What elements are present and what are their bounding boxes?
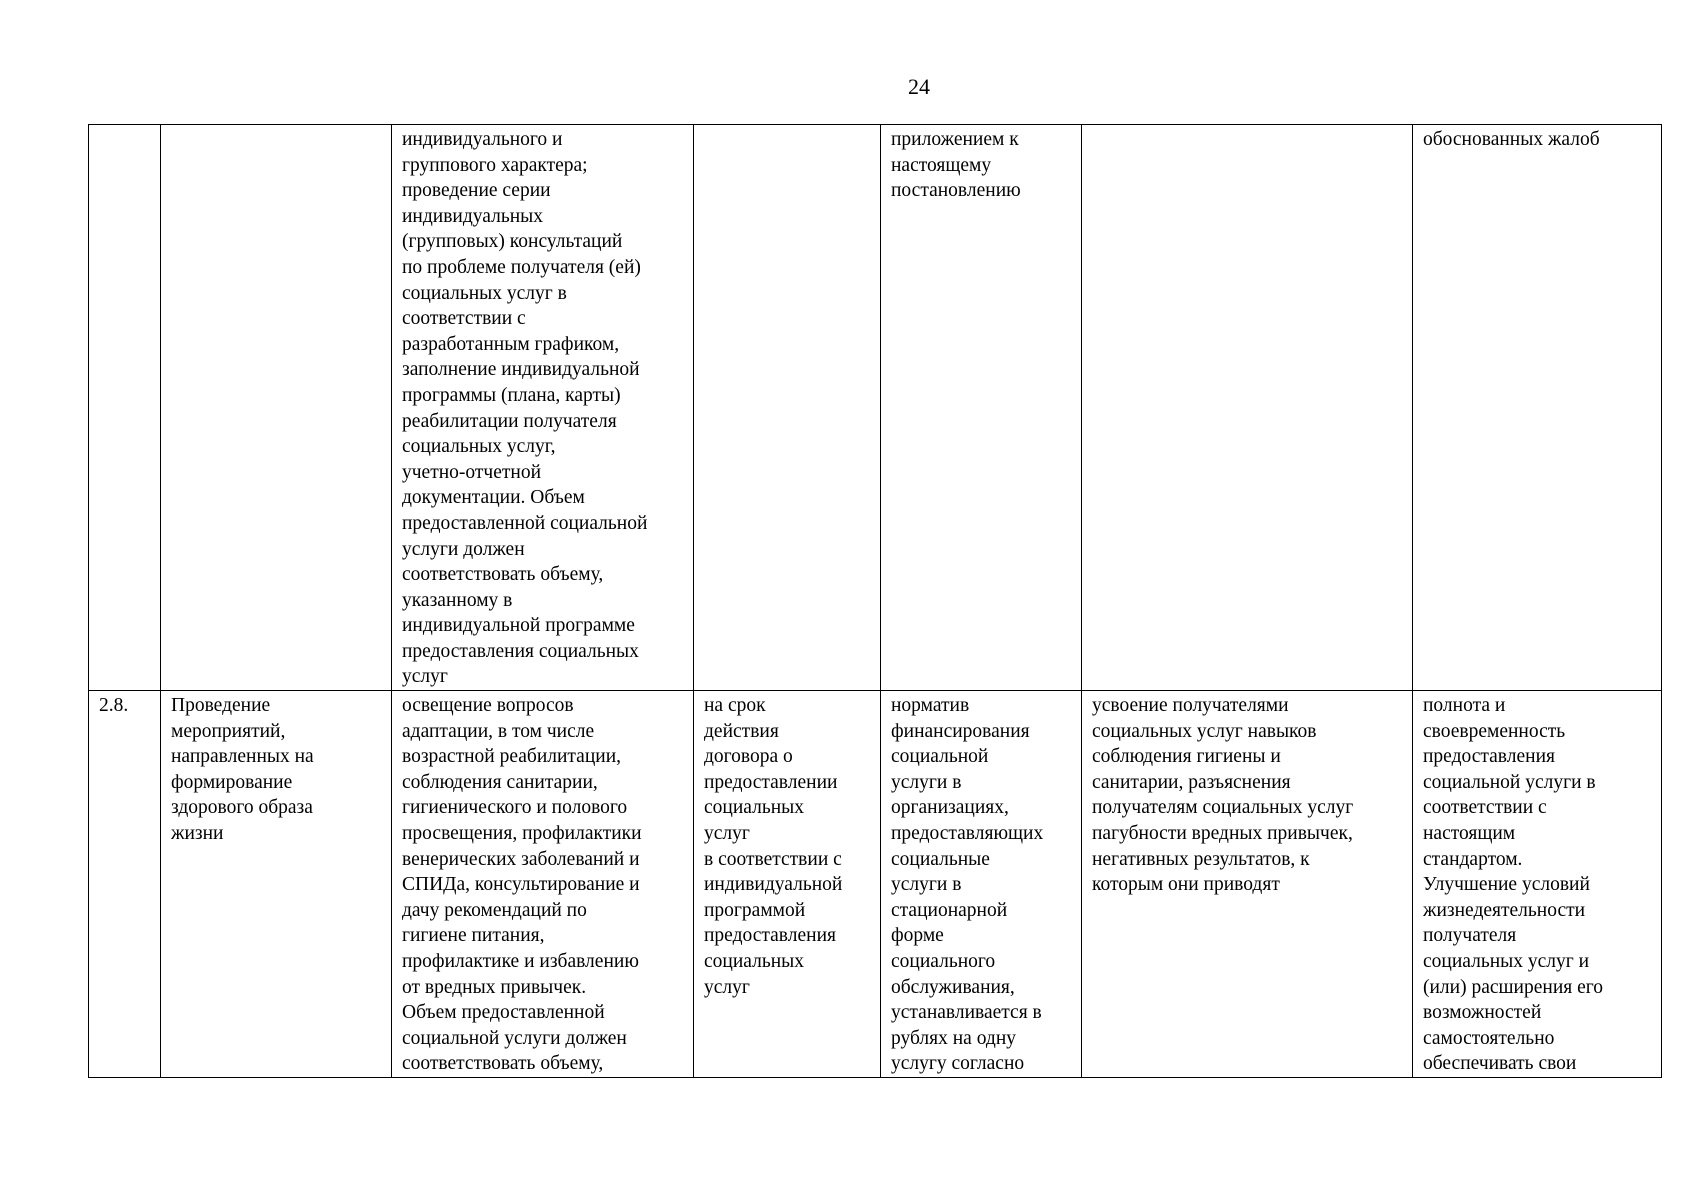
cell-service-description bbox=[392, 125, 694, 691]
cell-text-line: негативных результатов, к bbox=[1092, 848, 1310, 870]
cell-text-line: на срок bbox=[704, 695, 766, 717]
cell-financing-norm bbox=[881, 691, 1082, 1078]
cell-text-line: проведение серии bbox=[402, 180, 551, 202]
cell-text-line: соответствии с bbox=[402, 308, 526, 330]
cell-text-line: услуги должен bbox=[402, 538, 525, 560]
cell-text-line: от вредных привычек. bbox=[402, 976, 587, 998]
cell-text-line: обеспечивать свои bbox=[1423, 1053, 1577, 1075]
cell-text-line: в соответствии с bbox=[704, 848, 842, 870]
cell-text-line: (или) расширения его bbox=[1423, 976, 1604, 998]
cell-text-line: возможностей bbox=[1423, 1002, 1542, 1024]
cell-text-line: дачу рекомендаций по bbox=[402, 899, 587, 921]
services-table bbox=[88, 124, 1662, 1078]
cell-text-line: предоставлении bbox=[704, 771, 838, 793]
cell-text-line: полнота и bbox=[1423, 695, 1506, 717]
cell-text-line: услуг bbox=[704, 823, 750, 845]
cell-text-line: приложением к bbox=[891, 129, 1019, 150]
cell-text-line: услуги в bbox=[891, 771, 962, 793]
cell-text-line: указанному в bbox=[402, 589, 513, 611]
cell-text-line: жизни bbox=[171, 823, 224, 845]
cell-text-line: жизнедеятельности bbox=[1423, 899, 1586, 921]
cell-text-line: документации. Объем bbox=[402, 487, 585, 509]
cell-text-line: социального bbox=[891, 951, 996, 972]
cell-text-line: норматив bbox=[891, 695, 970, 717]
cell-text-line: группового характера; bbox=[402, 154, 588, 176]
cell-text-line: предоставляющих bbox=[891, 823, 1044, 845]
cell-text-line: постановлению bbox=[891, 180, 1021, 202]
cell-text-line: услугу согласно bbox=[891, 1053, 1025, 1075]
cell-text-line: гигиене питания, bbox=[402, 925, 545, 947]
cell-text-line: услуг bbox=[704, 976, 750, 998]
cell-text-line: предоставления социальных bbox=[402, 640, 639, 662]
cell-text-line: настоящему bbox=[891, 154, 992, 176]
cell-text-line: стандартом. bbox=[1423, 848, 1523, 870]
table-row bbox=[89, 125, 1662, 691]
cell-text-line: обоснованных жалоб bbox=[1423, 129, 1600, 150]
cell-text-line: самостоятельно bbox=[1423, 1027, 1555, 1049]
cell-text-line: социальных bbox=[704, 797, 805, 819]
cell-text-line: формирование bbox=[171, 771, 293, 793]
cell-text-line: настоящим bbox=[1423, 823, 1516, 845]
cell-text-line: Улучшение условий bbox=[1423, 874, 1590, 896]
cell-quality-indicators bbox=[1413, 691, 1662, 1078]
cell-text-line: социальной услуги в bbox=[1423, 771, 1596, 793]
cell-text-line: социальных услуг, bbox=[402, 436, 556, 458]
cell-text-line: направленных на bbox=[171, 746, 314, 768]
cell-text-line: предоставления bbox=[1423, 746, 1555, 768]
cell-text-line: индивидуальной программе bbox=[402, 615, 635, 637]
cell-quality-indicators bbox=[1413, 125, 1662, 691]
cell-text-line: гигиенического и полового bbox=[402, 797, 628, 819]
cell-service-description bbox=[392, 691, 694, 1078]
cell-text-line: 2.8. bbox=[99, 695, 129, 717]
table-row bbox=[89, 691, 1662, 1078]
cell-text-line: услуг bbox=[402, 666, 448, 688]
cell-text-line: соблюдения гигиены и bbox=[1092, 746, 1281, 768]
cell-financing-norm bbox=[881, 125, 1082, 691]
cell-text-line: соответствовать объему, bbox=[402, 564, 604, 586]
cell-text-line: индивидуальных bbox=[402, 205, 544, 227]
cell-text-line: разработанным графиком, bbox=[402, 333, 620, 355]
cell-expected-result bbox=[1082, 125, 1413, 691]
cell-service-name bbox=[161, 125, 392, 691]
cell-text-line: Проведение bbox=[171, 695, 271, 717]
cell-text-line: социальных bbox=[704, 951, 805, 972]
cell-text-line: действия bbox=[704, 720, 779, 742]
cell-expected-result bbox=[1082, 691, 1413, 1078]
cell-text-line: санитарии, разъяснения bbox=[1092, 771, 1291, 793]
cell-text-line: предоставления bbox=[704, 925, 836, 947]
cell-text-line: социальные bbox=[891, 848, 990, 870]
cell-text-line: социальных услуг и bbox=[1423, 951, 1590, 972]
cell-text-line: социальных услуг навыков bbox=[1092, 720, 1317, 742]
cell-text-line: освещение вопросов bbox=[402, 695, 574, 717]
cell-text-line: СПИДа, консультирование и bbox=[402, 874, 640, 896]
cell-text-line: программы (плана, карты) bbox=[402, 384, 621, 406]
cell-text-line: индивидуальной bbox=[704, 874, 843, 896]
cell-number bbox=[89, 125, 161, 691]
cell-text-line: программой bbox=[704, 899, 806, 921]
cell-text-line: стационарной bbox=[891, 899, 1008, 921]
cell-text-line: форме bbox=[891, 925, 944, 947]
cell-text-line: мероприятий, bbox=[171, 720, 286, 742]
cell-text-line: получателям социальных услуг bbox=[1092, 797, 1354, 819]
cell-text-line: социальных услуг в bbox=[402, 282, 567, 304]
cell-service-term bbox=[694, 691, 881, 1078]
cell-text-line: соблюдения санитарии, bbox=[402, 771, 598, 793]
cell-text-line: социальной услуги должен bbox=[402, 1027, 627, 1049]
cell-text-line: здорового образа bbox=[171, 797, 313, 819]
cell-text-line: адаптации, в том числе bbox=[402, 720, 595, 742]
cell-text-line: организациях, bbox=[891, 797, 1009, 819]
cell-text-line: по проблеме получателя (ей) bbox=[402, 256, 641, 278]
cell-text-line: рублях на одну bbox=[891, 1027, 1017, 1049]
cell-text-line: обслуживания, bbox=[891, 976, 1015, 998]
cell-text-line: возрастной реабилитации, bbox=[402, 746, 622, 768]
cell-text-line: соответствовать объему, bbox=[402, 1053, 604, 1075]
cell-text-line: профилактике и избавлению bbox=[402, 951, 639, 972]
cell-service-term bbox=[694, 125, 881, 691]
cell-text-line: Объем предоставленной bbox=[402, 1002, 605, 1024]
cell-text-line: венерических заболеваний и bbox=[402, 848, 640, 870]
cell-text-line: реабилитации получателя bbox=[402, 410, 617, 432]
cell-text-line: пагубности вредных привычек, bbox=[1092, 823, 1353, 845]
cell-number bbox=[89, 691, 161, 1078]
cell-text-line: услуги в bbox=[891, 874, 962, 896]
cell-text-line: соответствии с bbox=[1423, 797, 1547, 819]
cell-text-line: просвещения, профилактики bbox=[402, 823, 642, 845]
cell-text-line: социальной bbox=[891, 746, 989, 768]
cell-text-line: которым они приводят bbox=[1092, 874, 1280, 896]
page-number: 24 bbox=[908, 74, 930, 99]
cell-text-line: финансирования bbox=[891, 720, 1030, 742]
cell-service-name bbox=[161, 691, 392, 1078]
cell-text-line: своевременность bbox=[1423, 720, 1566, 742]
cell-text-line: договора о bbox=[704, 746, 793, 768]
cell-text-line: учетно-отчетной bbox=[402, 461, 542, 483]
cell-text-line: (групповых) консультаций bbox=[402, 231, 623, 253]
cell-text-line: заполнение индивидуальной bbox=[402, 359, 640, 381]
cell-text-line: усвоение получателями bbox=[1092, 695, 1289, 717]
cell-text-line: предоставленной социальной bbox=[402, 512, 648, 534]
cell-text-line: получателя bbox=[1423, 925, 1517, 947]
cell-text-line: индивидуального и bbox=[402, 129, 563, 150]
cell-text-line: устанавливается в bbox=[891, 1002, 1042, 1024]
